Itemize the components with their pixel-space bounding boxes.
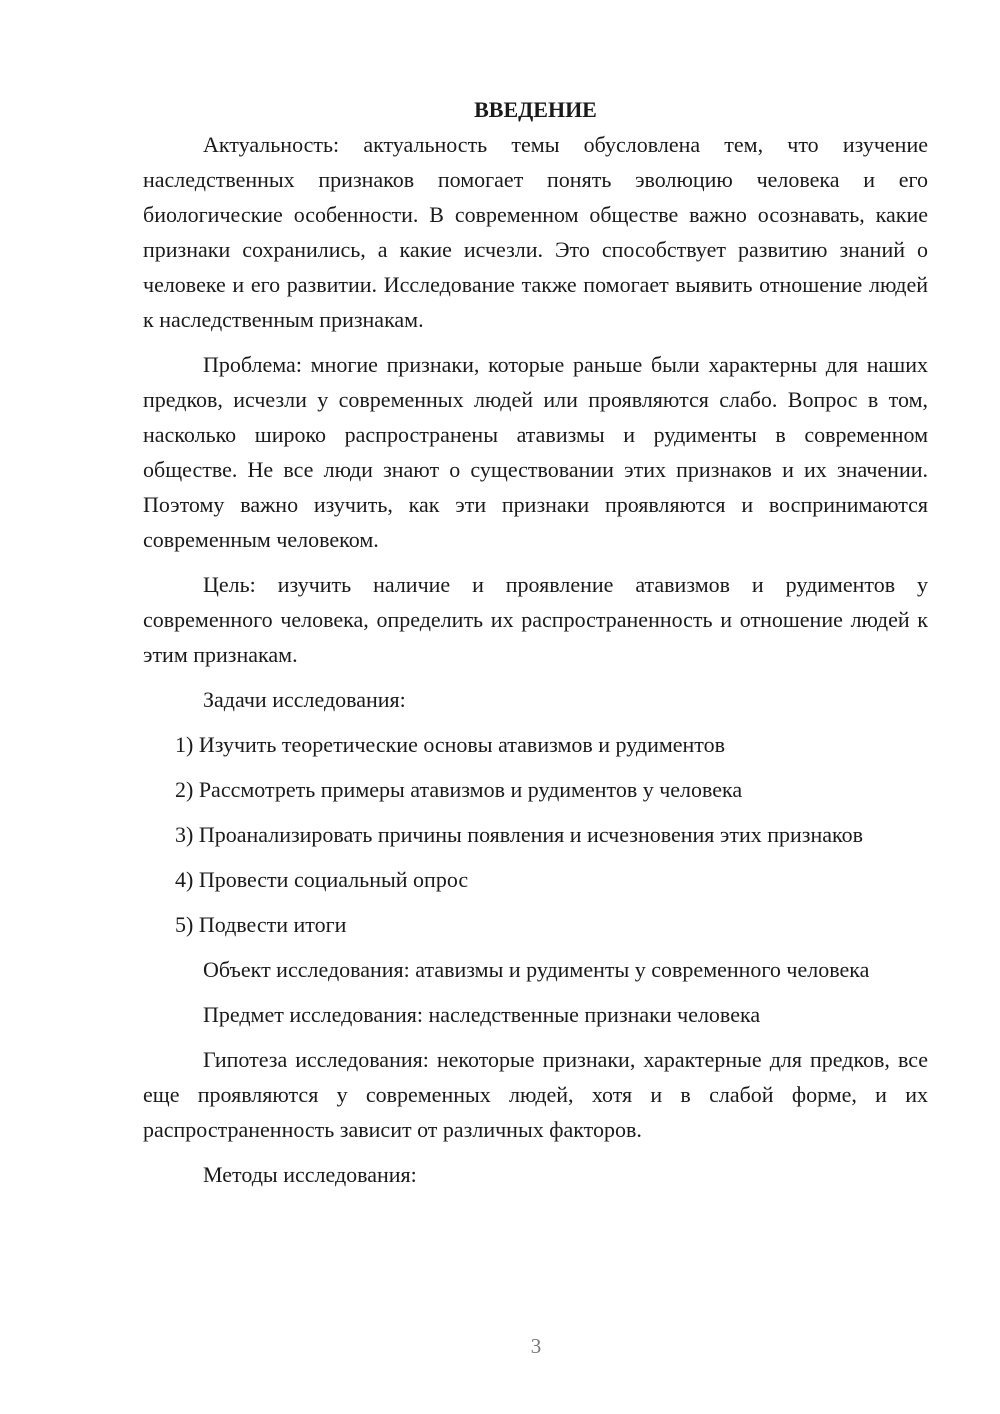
task-item-1: 1) Изучить теоретические основы атавизмов и рудиментов [175,732,726,757]
goal-paragraph: Цель: изучить наличие и проявление атавизмов и рудиментов у современного человека, определить их распространенность и отношение людей к этим признакам. [143,572,928,667]
subject-paragraph: Предмет исследования: наследственные признаки человека [203,1002,761,1027]
object-paragraph: Объект исследования: атавизмы и рудименты у современного человека [203,957,870,982]
hypothesis-paragraph: Гипотеза исследования: некоторые признаки, характерные для предков, все еще проявляются у современных людей, хотя и в слабой форме, и их распространенность зависит от различных факторов. [143,1047,928,1142]
problem-paragraph: Проблема: многие признаки, которые раньше были характерны для наших предков, исчезли у современных людей или проявляются слабо. Вопрос в том, насколько широко распространены атавизмы и рудименты в современном обществе. Не все люди знают о существовании этих признаков и их значении. Поэтому важно изучить, как эти признаки проявляются и воспринимаются современным человеком. [143,352,928,552]
page-number: 3 [530,1334,542,1358]
relevance-paragraph: Актуальность: актуальность темы обусловлена тем, что изучение наследственных признаков помогает понять эволюцию человека и его биологические особенности. В современном обществе важно осознавать, какие признаки сохранились, а какие исчезли. Это способствует развитию знаний о человеке и его развитии. Исследование также помогает выявить отношение людей к наследственным признакам. [143,132,928,332]
section-heading: ВВЕДЕНИЕ [474,97,597,122]
task-item-2: 2) Рассмотреть примеры атавизмов и рудиментов у человека [175,777,743,802]
tasks-title: Задачи исследования: [203,687,406,712]
task-item-3: 3) Проанализировать причины появления и исчезновения этих признаков [175,822,863,847]
methods-title: Методы исследования: [203,1162,417,1187]
document-body [143,92,928,1192]
task-item-4: 4) Провести социальный опрос [175,867,469,892]
task-item-5: 5) Подвести итоги [175,912,347,937]
